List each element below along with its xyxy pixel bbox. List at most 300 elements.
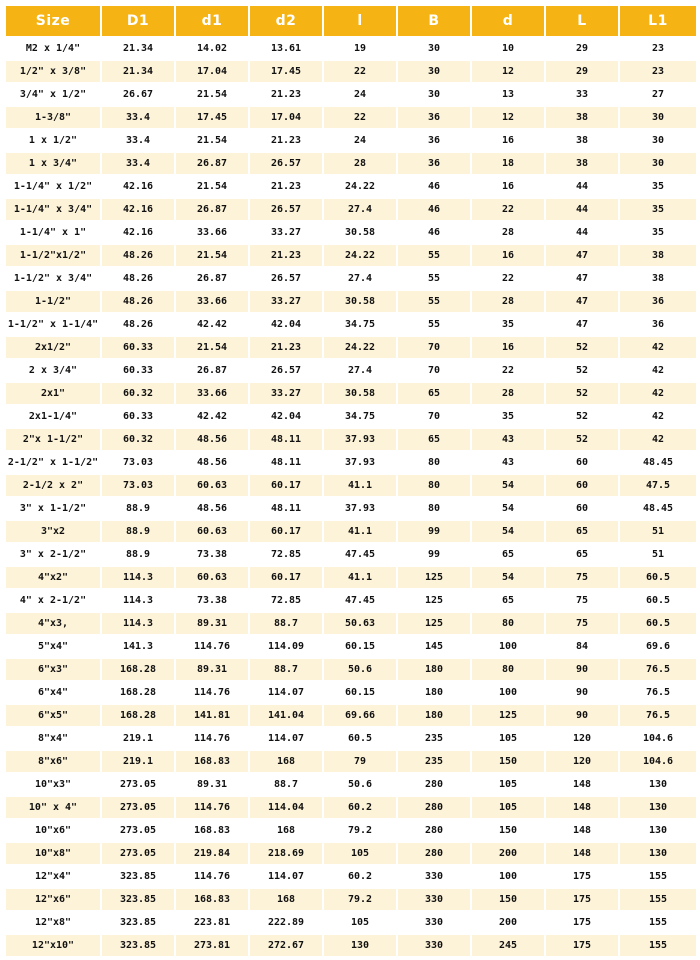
cell-D1: 273.05	[102, 797, 174, 818]
cell-d: 10	[472, 38, 544, 59]
cell-L: 148	[546, 843, 618, 864]
cell-l: 24	[324, 84, 396, 105]
cell-d1: 89.31	[176, 774, 248, 795]
cell-l: 60.2	[324, 797, 396, 818]
cell-L: 47	[546, 291, 618, 312]
cell-d2: 218.69	[250, 843, 322, 864]
cell-l: 27.4	[324, 360, 396, 381]
cell-d1: 219.84	[176, 843, 248, 864]
cell-d: 150	[472, 751, 544, 772]
table-row	[6, 843, 696, 864]
cell-l: 30.58	[324, 383, 396, 404]
cell-B: 125	[398, 590, 470, 611]
cell-B: 36	[398, 130, 470, 151]
cell-size: 6"x4"	[6, 682, 100, 703]
cell-size: 1-1/2" x 1-1/4"	[6, 314, 100, 335]
cell-d2: 42.04	[250, 314, 322, 335]
cell-d1: 21.54	[176, 245, 248, 266]
table-row	[6, 360, 696, 381]
cell-D1: 48.26	[102, 314, 174, 335]
cell-L: 84	[546, 636, 618, 657]
cell-D1: 219.1	[102, 728, 174, 749]
cell-l: 30.58	[324, 291, 396, 312]
table-row	[6, 199, 696, 220]
cell-L: 60	[546, 452, 618, 473]
cell-size: 1-1/2"x1/2"	[6, 245, 100, 266]
cell-d1: 73.38	[176, 544, 248, 565]
cell-d: 54	[472, 498, 544, 519]
cell-L1: 48.45	[620, 452, 696, 473]
cell-L1: 155	[620, 866, 696, 887]
cell-l: 60.15	[324, 636, 396, 657]
table-row	[6, 245, 696, 266]
cell-d2: 26.57	[250, 199, 322, 220]
cell-D1: 60.33	[102, 337, 174, 358]
cell-d: 54	[472, 567, 544, 588]
cell-D1: 323.85	[102, 889, 174, 910]
cell-size: 1/2" x 3/8"	[6, 61, 100, 82]
cell-L: 44	[546, 176, 618, 197]
cell-D1: 219.1	[102, 751, 174, 772]
cell-l: 105	[324, 843, 396, 864]
cell-d: 65	[472, 544, 544, 565]
cell-d1: 89.31	[176, 613, 248, 634]
cell-d: 245	[472, 935, 544, 956]
cell-D1: 141.3	[102, 636, 174, 657]
cell-D1: 48.26	[102, 245, 174, 266]
cell-d2: 114.07	[250, 866, 322, 887]
cell-B: 46	[398, 199, 470, 220]
cell-d1: 17.45	[176, 107, 248, 128]
cell-d: 43	[472, 429, 544, 450]
cell-D1: 114.3	[102, 567, 174, 588]
cell-d2: 17.04	[250, 107, 322, 128]
cell-L: 60	[546, 498, 618, 519]
cell-L: 175	[546, 889, 618, 910]
cell-B: 80	[398, 475, 470, 496]
cell-L1: 47.5	[620, 475, 696, 496]
cell-L: 38	[546, 130, 618, 151]
table-row	[6, 38, 696, 59]
table-row	[6, 498, 696, 519]
cell-d2: 114.09	[250, 636, 322, 657]
cell-B: 99	[398, 521, 470, 542]
cell-L1: 155	[620, 935, 696, 956]
table-row	[6, 935, 696, 956]
cell-size: 12"x6"	[6, 889, 100, 910]
cell-L: 175	[546, 866, 618, 887]
cell-B: 80	[398, 452, 470, 473]
cell-B: 99	[398, 544, 470, 565]
cell-l: 50.6	[324, 659, 396, 680]
table-row	[6, 521, 696, 542]
cell-l: 24.22	[324, 337, 396, 358]
cell-d1: 21.54	[176, 176, 248, 197]
cell-d1: 26.87	[176, 360, 248, 381]
cell-d1: 273.81	[176, 935, 248, 956]
cell-size: 2"x 1-1/2"	[6, 429, 100, 450]
cell-B: 30	[398, 38, 470, 59]
cell-size: 8"x6"	[6, 751, 100, 772]
cell-L: 65	[546, 544, 618, 565]
header-L1: L1	[620, 6, 696, 36]
cell-d2: 114.07	[250, 682, 322, 703]
cell-d1: 33.66	[176, 291, 248, 312]
cell-l: 60.5	[324, 728, 396, 749]
cell-B: 55	[398, 245, 470, 266]
table-row	[6, 544, 696, 565]
cell-l: 37.93	[324, 429, 396, 450]
cell-L1: 48.45	[620, 498, 696, 519]
table-row	[6, 659, 696, 680]
cell-d: 80	[472, 659, 544, 680]
cell-L1: 38	[620, 268, 696, 289]
cell-d: 12	[472, 61, 544, 82]
cell-D1: 33.4	[102, 107, 174, 128]
cell-d1: 26.87	[176, 268, 248, 289]
cell-l: 37.93	[324, 498, 396, 519]
cell-size: 1 x 3/4"	[6, 153, 100, 174]
cell-L1: 42	[620, 406, 696, 427]
cell-L1: 69.6	[620, 636, 696, 657]
header-L: L	[546, 6, 618, 36]
cell-d: 22	[472, 268, 544, 289]
cell-D1: 60.32	[102, 383, 174, 404]
cell-d: 100	[472, 636, 544, 657]
cell-d1: 223.81	[176, 912, 248, 933]
table-row	[6, 475, 696, 496]
cell-d2: 88.7	[250, 613, 322, 634]
cell-d2: 88.7	[250, 774, 322, 795]
cell-L1: 155	[620, 889, 696, 910]
cell-d: 150	[472, 889, 544, 910]
cell-d2: 168	[250, 820, 322, 841]
cell-l: 47.45	[324, 590, 396, 611]
cell-d2: 60.17	[250, 521, 322, 542]
table-row	[6, 613, 696, 634]
cell-L1: 35	[620, 176, 696, 197]
table-row	[6, 84, 696, 105]
header-d2: d2	[250, 6, 322, 36]
cell-D1: 21.34	[102, 61, 174, 82]
cell-d1: 114.76	[176, 797, 248, 818]
table-row	[6, 705, 696, 726]
cell-size: 4"x2"	[6, 567, 100, 588]
cell-L: 65	[546, 521, 618, 542]
cell-size: M2 x 1/4"	[6, 38, 100, 59]
cell-L1: 42	[620, 360, 696, 381]
cell-d2: 168	[250, 751, 322, 772]
cell-size: 12"x8"	[6, 912, 100, 933]
cell-d: 13	[472, 84, 544, 105]
cell-L1: 130	[620, 797, 696, 818]
header-size: Size	[6, 6, 100, 36]
cell-l: 22	[324, 107, 396, 128]
cell-L: 29	[546, 61, 618, 82]
cell-L1: 23	[620, 38, 696, 59]
cell-L: 52	[546, 383, 618, 404]
cell-B: 280	[398, 797, 470, 818]
cell-L: 52	[546, 406, 618, 427]
cell-d: 65	[472, 590, 544, 611]
cell-d1: 60.63	[176, 521, 248, 542]
cell-l: 24	[324, 130, 396, 151]
cell-L1: 104.6	[620, 728, 696, 749]
cell-size: 1-1/2" x 3/4"	[6, 268, 100, 289]
cell-D1: 73.03	[102, 475, 174, 496]
cell-L1: 60.5	[620, 613, 696, 634]
cell-d2: 21.23	[250, 84, 322, 105]
cell-l: 30.58	[324, 222, 396, 243]
cell-d2: 114.04	[250, 797, 322, 818]
cell-L1: 42	[620, 337, 696, 358]
table-row	[6, 774, 696, 795]
table-row	[6, 268, 696, 289]
cell-size: 1 x 1/2"	[6, 130, 100, 151]
cell-l: 50.6	[324, 774, 396, 795]
cell-d: 28	[472, 291, 544, 312]
cell-d: 22	[472, 360, 544, 381]
cell-d2: 42.04	[250, 406, 322, 427]
cell-B: 55	[398, 268, 470, 289]
cell-size: 3" x 2-1/2"	[6, 544, 100, 565]
cell-D1: 73.03	[102, 452, 174, 473]
cell-D1: 168.28	[102, 682, 174, 703]
cell-D1: 33.4	[102, 153, 174, 174]
cell-L1: 130	[620, 820, 696, 841]
cell-size: 2-1/2 x 2"	[6, 475, 100, 496]
cell-L: 52	[546, 429, 618, 450]
cell-d2: 72.85	[250, 590, 322, 611]
cell-d1: 60.63	[176, 567, 248, 588]
cell-size: 3/4" x 1/2"	[6, 84, 100, 105]
cell-L: 44	[546, 222, 618, 243]
cell-d: 12	[472, 107, 544, 128]
cell-d: 22	[472, 199, 544, 220]
cell-l: 19	[324, 38, 396, 59]
cell-l: 24.22	[324, 176, 396, 197]
cell-L1: 38	[620, 245, 696, 266]
cell-size: 1-1/4" x 1"	[6, 222, 100, 243]
cell-d1: 141.81	[176, 705, 248, 726]
table-row	[6, 406, 696, 427]
table-row	[6, 337, 696, 358]
cell-l: 60.2	[324, 866, 396, 887]
cell-d: 16	[472, 176, 544, 197]
cell-L: 120	[546, 728, 618, 749]
cell-L1: 155	[620, 912, 696, 933]
cell-d1: 114.76	[176, 866, 248, 887]
cell-l: 27.4	[324, 199, 396, 220]
cell-B: 330	[398, 912, 470, 933]
cell-D1: 168.28	[102, 659, 174, 680]
cell-d2: 141.04	[250, 705, 322, 726]
cell-d2: 21.23	[250, 130, 322, 151]
cell-d1: 21.54	[176, 84, 248, 105]
cell-d2: 33.27	[250, 383, 322, 404]
cell-B: 80	[398, 498, 470, 519]
cell-B: 70	[398, 360, 470, 381]
cell-d1: 168.83	[176, 820, 248, 841]
header-d: d	[472, 6, 544, 36]
cell-B: 180	[398, 705, 470, 726]
cell-size: 2-1/2" x 1-1/2"	[6, 452, 100, 473]
header-row	[6, 6, 696, 36]
cell-L1: 104.6	[620, 751, 696, 772]
cell-D1: 21.34	[102, 38, 174, 59]
cell-size: 12"x4"	[6, 866, 100, 887]
cell-d2: 60.17	[250, 475, 322, 496]
cell-L: 90	[546, 682, 618, 703]
cell-B: 70	[398, 406, 470, 427]
header-l: l	[324, 6, 396, 36]
cell-d2: 48.11	[250, 452, 322, 473]
cell-d: 43	[472, 452, 544, 473]
cell-L: 120	[546, 751, 618, 772]
table-row	[6, 153, 696, 174]
cell-d: 125	[472, 705, 544, 726]
table-row	[6, 797, 696, 818]
cell-B: 125	[398, 613, 470, 634]
cell-L: 47	[546, 268, 618, 289]
header-d1: d1	[176, 6, 248, 36]
cell-l: 22	[324, 61, 396, 82]
cell-L1: 76.5	[620, 659, 696, 680]
cell-d: 100	[472, 866, 544, 887]
cell-B: 125	[398, 567, 470, 588]
cell-L: 148	[546, 774, 618, 795]
cell-D1: 42.16	[102, 199, 174, 220]
cell-d2: 21.23	[250, 176, 322, 197]
cell-d1: 33.66	[176, 222, 248, 243]
cell-d1: 42.42	[176, 314, 248, 335]
cell-d: 54	[472, 521, 544, 542]
cell-d1: 89.31	[176, 659, 248, 680]
table-row	[6, 866, 696, 887]
cell-L: 47	[546, 314, 618, 335]
cell-D1: 114.3	[102, 590, 174, 611]
cell-L: 75	[546, 590, 618, 611]
cell-d1: 14.02	[176, 38, 248, 59]
cell-L1: 130	[620, 843, 696, 864]
cell-size: 6"x5"	[6, 705, 100, 726]
cell-L: 90	[546, 705, 618, 726]
cell-l: 28	[324, 153, 396, 174]
cell-D1: 273.05	[102, 843, 174, 864]
cell-D1: 323.85	[102, 935, 174, 956]
cell-d1: 26.87	[176, 199, 248, 220]
cell-d: 150	[472, 820, 544, 841]
cell-D1: 26.67	[102, 84, 174, 105]
cell-l: 34.75	[324, 314, 396, 335]
cell-d1: 60.63	[176, 475, 248, 496]
cell-B: 65	[398, 429, 470, 450]
cell-L1: 42	[620, 383, 696, 404]
cell-L: 52	[546, 337, 618, 358]
cell-D1: 42.16	[102, 176, 174, 197]
cell-B: 36	[398, 153, 470, 174]
cell-L1: 42	[620, 429, 696, 450]
cell-L1: 35	[620, 199, 696, 220]
cell-L: 75	[546, 567, 618, 588]
cell-size: 5"x4"	[6, 636, 100, 657]
cell-D1: 33.4	[102, 130, 174, 151]
cell-l: 105	[324, 912, 396, 933]
cell-l: 41.1	[324, 475, 396, 496]
cell-d2: 33.27	[250, 291, 322, 312]
cell-d: 16	[472, 337, 544, 358]
cell-D1: 88.9	[102, 521, 174, 542]
cell-d2: 26.57	[250, 268, 322, 289]
cell-L1: 51	[620, 521, 696, 542]
cell-L: 60	[546, 475, 618, 496]
cell-l: 27.4	[324, 268, 396, 289]
cell-d2: 48.11	[250, 498, 322, 519]
cell-L: 47	[546, 245, 618, 266]
cell-D1: 273.05	[102, 820, 174, 841]
cell-d1: 21.54	[176, 130, 248, 151]
cell-d2: 17.45	[250, 61, 322, 82]
table-row	[6, 912, 696, 933]
cell-L: 175	[546, 935, 618, 956]
cell-D1: 168.28	[102, 705, 174, 726]
table-row	[6, 728, 696, 749]
cell-d1: 114.76	[176, 636, 248, 657]
cell-d2: 72.85	[250, 544, 322, 565]
cell-d: 105	[472, 774, 544, 795]
table-row	[6, 176, 696, 197]
cell-D1: 48.26	[102, 291, 174, 312]
cell-B: 330	[398, 889, 470, 910]
cell-d2: 26.57	[250, 153, 322, 174]
cell-size: 2x1"	[6, 383, 100, 404]
cell-size: 1-3/8"	[6, 107, 100, 128]
cell-L: 148	[546, 797, 618, 818]
cell-B: 70	[398, 337, 470, 358]
cell-L1: 27	[620, 84, 696, 105]
cell-B: 55	[398, 314, 470, 335]
cell-d1: 48.56	[176, 429, 248, 450]
cell-size: 2 x 3/4"	[6, 360, 100, 381]
cell-B: 65	[398, 383, 470, 404]
cell-l: 37.93	[324, 452, 396, 473]
cell-d2: 272.67	[250, 935, 322, 956]
cell-d2: 60.17	[250, 567, 322, 588]
cell-d: 105	[472, 728, 544, 749]
cell-l: 24.22	[324, 245, 396, 266]
cell-l: 79.2	[324, 889, 396, 910]
cell-size: 2x1/2"	[6, 337, 100, 358]
cell-d2: 21.23	[250, 337, 322, 358]
cell-B: 235	[398, 728, 470, 749]
dimensions-table	[4, 4, 698, 958]
cell-L1: 130	[620, 774, 696, 795]
cell-L1: 30	[620, 153, 696, 174]
cell-d2: 48.11	[250, 429, 322, 450]
cell-size: 2x1-1/4"	[6, 406, 100, 427]
table-row	[6, 751, 696, 772]
cell-D1: 114.3	[102, 613, 174, 634]
cell-d: 35	[472, 314, 544, 335]
cell-d1: 48.56	[176, 452, 248, 473]
table-row	[6, 61, 696, 82]
cell-B: 280	[398, 774, 470, 795]
cell-D1: 323.85	[102, 912, 174, 933]
cell-B: 30	[398, 61, 470, 82]
cell-d1: 21.54	[176, 337, 248, 358]
cell-L1: 76.5	[620, 682, 696, 703]
cell-L: 38	[546, 153, 618, 174]
